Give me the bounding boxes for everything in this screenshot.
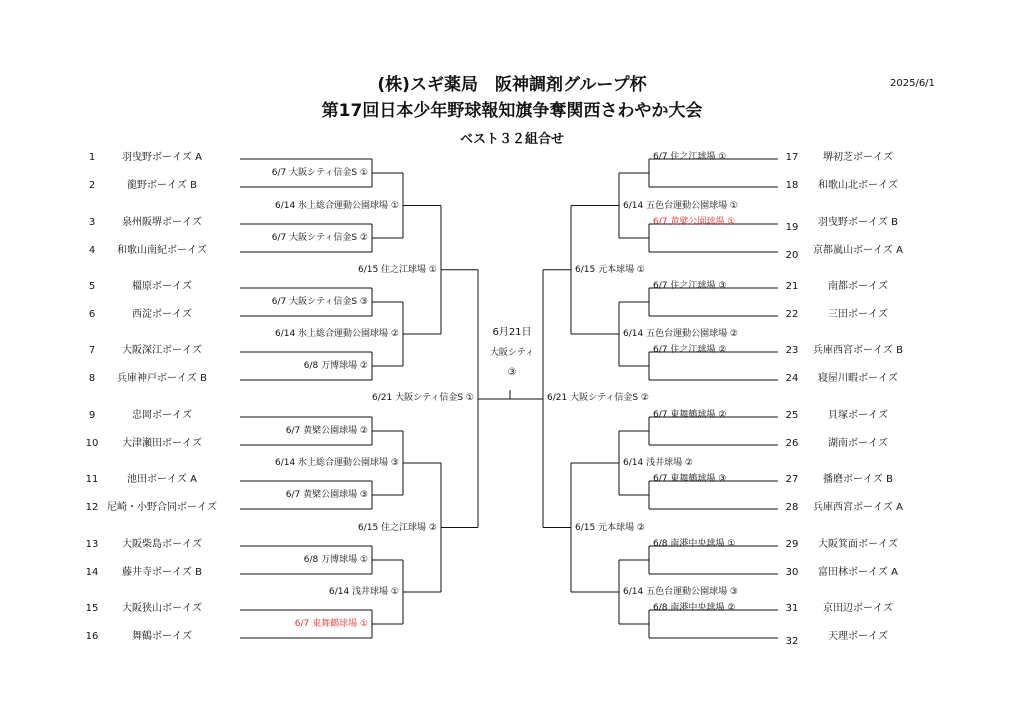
right-team-name: 大阪箕面ボーイズ: [818, 539, 898, 550]
left-team-seed: 11: [85, 474, 99, 485]
right-team-seed: 30: [785, 567, 799, 578]
right-team-name: 兵庫西宮ボーイズ A: [813, 502, 903, 513]
left-team-name: 羽曳野ボーイズ A: [122, 152, 202, 163]
left-team-seed: 1: [88, 152, 96, 163]
left-team-name: 龍野ボーイズ B: [127, 180, 197, 191]
right-team-seed: 31: [785, 603, 799, 614]
left-team-name: 大津瀬田ボーイズ: [122, 438, 202, 449]
left-team-seed: 12: [85, 502, 99, 513]
right-team-seed: 25: [785, 410, 799, 421]
right-team-seed: 27: [785, 474, 799, 485]
left-team-seed: 14: [85, 567, 99, 578]
right-team-seed: 20: [785, 250, 799, 261]
left-team-name: 大阪柴島ボーイズ: [122, 539, 202, 550]
right-r2-venue: 6/14 五色台運動公園球場 ②: [623, 329, 739, 339]
right-r1-venue: 6/8 南港中央球場 ②: [653, 603, 736, 613]
right-team-name: 羽曳野ボーイズ B: [818, 217, 898, 228]
right-team-name: 天理ボーイズ: [828, 631, 888, 642]
right-r3-venue: 6/15 元本球場 ①: [575, 264, 646, 275]
bracket-subtitle: ベスト３２組合せ: [459, 132, 564, 147]
right-r1-venue: 6/7 住之江球場 ②: [653, 345, 727, 355]
right-team-seed: 28: [785, 502, 799, 513]
left-team-seed: 16: [85, 631, 99, 642]
left-team-seed: 2: [88, 180, 96, 191]
left-r1-venue: 6/8 万博球場 ①: [303, 555, 368, 565]
right-r1-venue: 6/7 黄檗公園球場 ①: [653, 217, 736, 227]
right-r1-venue: 6/7 住之江球場 ①: [653, 152, 727, 162]
right-team-seed: 26: [785, 438, 799, 449]
right-r2-venue: 6/14 浅井球場 ②: [623, 458, 694, 468]
right-team-seed: 18: [785, 180, 799, 191]
left-team-name: 藤井寺ボーイズ B: [122, 567, 202, 578]
left-team-seed: 7: [88, 345, 96, 356]
left-team-name: 尼崎・小野合同ボーイズ: [107, 502, 217, 513]
left-team-name: 忠岡ボーイズ: [132, 410, 192, 421]
left-team-seed: 4: [88, 245, 96, 256]
left-semifinal-venue: 6/21 大阪シティ信金S ①: [372, 393, 474, 403]
left-team-seed: 13: [85, 539, 99, 550]
left-team-name: 泉州阪堺ボーイズ: [122, 217, 202, 228]
left-r2-venue: 6/14 氷上総合運動公園球場 ③: [274, 458, 399, 468]
left-r2-venue: 6/14 浅井球場 ①: [328, 587, 399, 597]
document-date: 2025/6/1: [890, 78, 935, 89]
right-r1-venue: 6/7 住之江球場 ③: [653, 281, 727, 291]
right-team-name: 播磨ボーイズ B: [823, 474, 893, 485]
left-team-name: 池田ボーイズ A: [127, 474, 197, 485]
right-team-seed: 17: [785, 152, 799, 163]
left-r2-venue: 6/14 氷上総合運動公園球場 ①: [274, 200, 399, 211]
left-r1-venue: 6/7 大阪シティ信金S ③: [271, 297, 368, 307]
left-team-seed: 8: [88, 373, 96, 384]
right-r1-venue: 6/7 東舞鶴球場 ②: [653, 410, 727, 420]
right-team-seed: 22: [785, 309, 799, 320]
right-team-name: 京田辺ボーイズ: [823, 603, 893, 614]
left-team-seed: 3: [88, 217, 96, 228]
right-team-name: 南都ボーイズ: [828, 281, 888, 292]
right-r2-venue: 6/14 五色台運動公園球場 ③: [623, 587, 739, 597]
tournament-sponsor-title: (株)スギ薬局 阪神調剤グループ杯: [377, 75, 647, 95]
right-team-name: 兵庫西宮ボーイズ B: [813, 345, 903, 356]
left-team-name: 舞鶴ボーイズ: [132, 631, 192, 642]
right-team-seed: 32: [785, 636, 799, 647]
left-team-name: 橿原ボーイズ: [132, 281, 192, 292]
left-team-name: 兵庫神戸ボーイズ B: [117, 373, 207, 384]
left-team-name: 和歌山南紀ボーイズ: [117, 245, 207, 256]
left-r1-venue: 6/7 大阪シティ信金S ①: [271, 168, 368, 178]
left-team-seed: 5: [88, 281, 96, 292]
right-r2-venue: 6/14 五色台運動公園球場 ①: [623, 200, 739, 211]
left-r1-venue: 6/7 黄檗公園球場 ②: [285, 426, 368, 436]
right-semifinal-venue: 6/21 大阪シティ信金S ②: [547, 393, 649, 403]
left-r1-venue: 6/7 黄檗公園球場 ③: [285, 490, 368, 500]
right-team-name: 貝塚ボーイズ: [828, 410, 888, 421]
right-r1-venue: 6/7 東舞鶴球場 ③: [653, 474, 727, 484]
left-team-seed: 15: [85, 603, 99, 614]
right-team-name: 京都嵐山ボーイズ A: [813, 245, 903, 256]
left-r2-venue: 6/14 氷上総合運動公園球場 ②: [274, 329, 399, 339]
left-r3-venue: 6/15 住之江球場 ②: [357, 522, 437, 533]
right-r3-venue: 6/15 元本球場 ②: [575, 522, 646, 533]
left-team-name: 大阪深江ボーイズ: [122, 345, 202, 356]
final-date: 6月21日: [492, 327, 532, 338]
left-r1-venue: 6/8 万博球場 ②: [303, 361, 368, 371]
left-r1-venue: 6/7 大阪シティ信金S ②: [271, 233, 368, 243]
right-team-name: 和歌山北ボーイズ: [818, 180, 898, 191]
right-team-seed: 23: [785, 345, 799, 356]
right-team-seed: 29: [785, 539, 799, 550]
left-r3-venue: 6/15 住之江球場 ①: [357, 264, 437, 275]
left-r1-venue: 6/7 東舞鶴球場 ①: [294, 619, 368, 629]
right-team-name: 湖南ボーイズ: [828, 438, 888, 449]
final-game-number: ③: [507, 367, 517, 378]
right-team-name: 寝屋川暇ボーイズ: [818, 373, 898, 384]
left-team-seed: 10: [85, 438, 99, 449]
right-team-name: 堺初芝ボーイズ: [823, 152, 893, 163]
right-team-seed: 21: [785, 281, 799, 292]
right-team-name: 三田ボーイズ: [828, 309, 888, 320]
left-team-name: 西淀ボーイズ: [132, 309, 192, 320]
right-team-name: 富田林ボーイズ A: [818, 567, 898, 578]
right-team-seed: 19: [785, 222, 799, 233]
left-team-seed: 9: [88, 410, 96, 421]
final-place: 大阪シティ: [489, 348, 535, 358]
left-team-name: 大阪狭山ボーイズ: [122, 603, 202, 614]
right-r1-venue: 6/8 南港中央球場 ①: [653, 539, 736, 549]
tournament-title: 第17回日本少年野球報知旗争奪関西さわやか大会: [321, 101, 703, 121]
left-team-seed: 6: [88, 309, 96, 320]
right-team-seed: 24: [785, 373, 799, 384]
